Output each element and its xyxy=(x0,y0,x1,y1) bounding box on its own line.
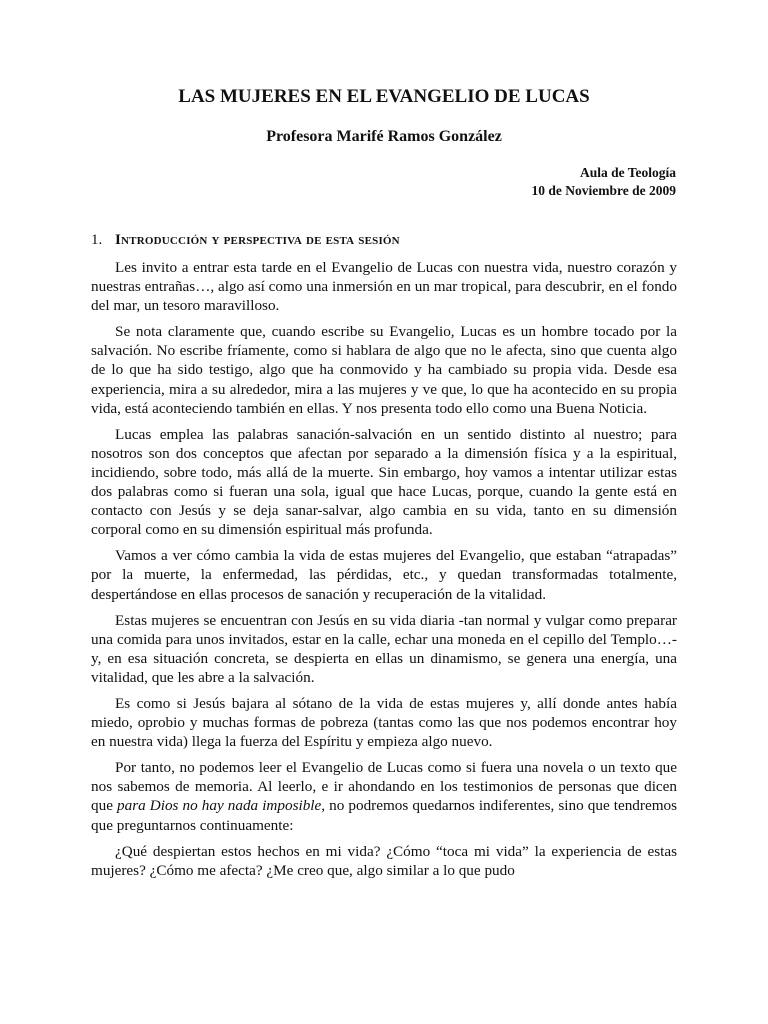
paragraph-7-text-end: no podremos quedarnos indiferentes, sino que tendremos que preguntarnos continuamente: xyxy=(91,797,678,834)
paragraph-1: Les invito a entrar esta tarde en el Evangelio de Lucas con nuestra vida, nuestro corazón y nuestras entrañas…, algo así como una inmersión en un mar tropical, para descubrir, en el fondo del mar, un tesoro maravilloso. xyxy=(91,259,677,315)
paragraph-6: Es como si Jesús bajara al sótano de la vida de estas mujeres y, allí donde antes había miedo, oprobio y muchas formas de pobreza (tantas como las que nos podemos encontrar hoy en nuestra vida) llega la fuerza del Espíritu y empieza algo nuevo. xyxy=(91,694,677,751)
document-body xyxy=(91,258,677,887)
paragraph-8: ¿Qué despiertan estos hechos en mi vida? ¿Cómo “toca mi vida” la experiencia de estas mujeres? ¿Cómo me afecta? ¿Me creo que, algo similar a lo que pudo xyxy=(91,842,677,879)
author-name: Profesora Marifé Ramos González xyxy=(266,128,502,145)
paragraph-7-italic-quote: para Dios no hay nada imposible, xyxy=(117,797,326,815)
venue-label: Aula de Teología xyxy=(579,165,676,180)
section-heading xyxy=(91,232,400,249)
paragraph-2: Se nota claramente que, cuando escribe su Evangelio, Lucas es un hombre tocado por la salvación. No escribe fríamente, como si hablara de algo que no le afecta, sino que cuenta algo de lo que ha sido testigo, algo que ha conmovido y ha cambiado su propia vida. Desde esa experiencia, mira a su alrededor, mira a las mujeres y ve que, lo que ha acontecido en su propia vida, está aconteciendo también en ellas. Y nos presenta todo ello como una Buena Noticia. xyxy=(91,323,677,417)
paragraph-7 xyxy=(91,758,677,834)
paragraph-5: Estas mujeres se encuentran con Jesús en su vida diaria -tan normal y vulgar como preparar una comida para unos invitados, estar en la calle, echar una moneda en el cepillo del Templo…- y, en esa situación concreta, se despierta en ellas un dinamismo, se genera una energía, una vitalidad, que les abre a la salvación. xyxy=(91,611,677,686)
section-number: 1. xyxy=(91,232,103,248)
date-label: 10 de Noviembre de 2009 xyxy=(531,183,676,198)
document-title: LAS MUJERES EN EL EVANGELIO DE LUCAS xyxy=(178,86,590,107)
paragraph-7-text-start: Por tanto, no podemos leer el Evangelio de Lucas como si fuera una novela o un texto que nos sabemos de memoria. Al leerlo, e ir ahondando en los testimonios de personas que dicen que xyxy=(91,759,677,815)
paragraph-4: Vamos a ver cómo cambia la vida de estas mujeres del Evangelio, que estaban “atrapadas” por la muerte, la enfermedad, las pérdidas, etc., y quedan transformadas totalmente, despertándose en ellas procesos de sanación y recuperación de la vitalidad. xyxy=(91,547,677,603)
document-meta xyxy=(532,164,677,200)
paragraph-3: Lucas emplea las palabras sanación-salvación en un sentido distinto al nuestro; para nosotros son dos conceptos que afectan por separado a la dimensión física y a la espiritual, incidiendo, sobre todo, más allá de la muerte. Sin embargo, hoy vamos a intentar utilizar estas dos palabras como si fueran una sola, igual que hace Lucas, porque, cuando la gente está en contacto con Jesús y se deja sanar-salvar, algo cambia en su vida, tanto en su dimensión corporal como en su dimensión espiritual más profunda. xyxy=(91,425,677,539)
section-title: Introducción y perspectiva de esta sesión xyxy=(115,232,400,248)
